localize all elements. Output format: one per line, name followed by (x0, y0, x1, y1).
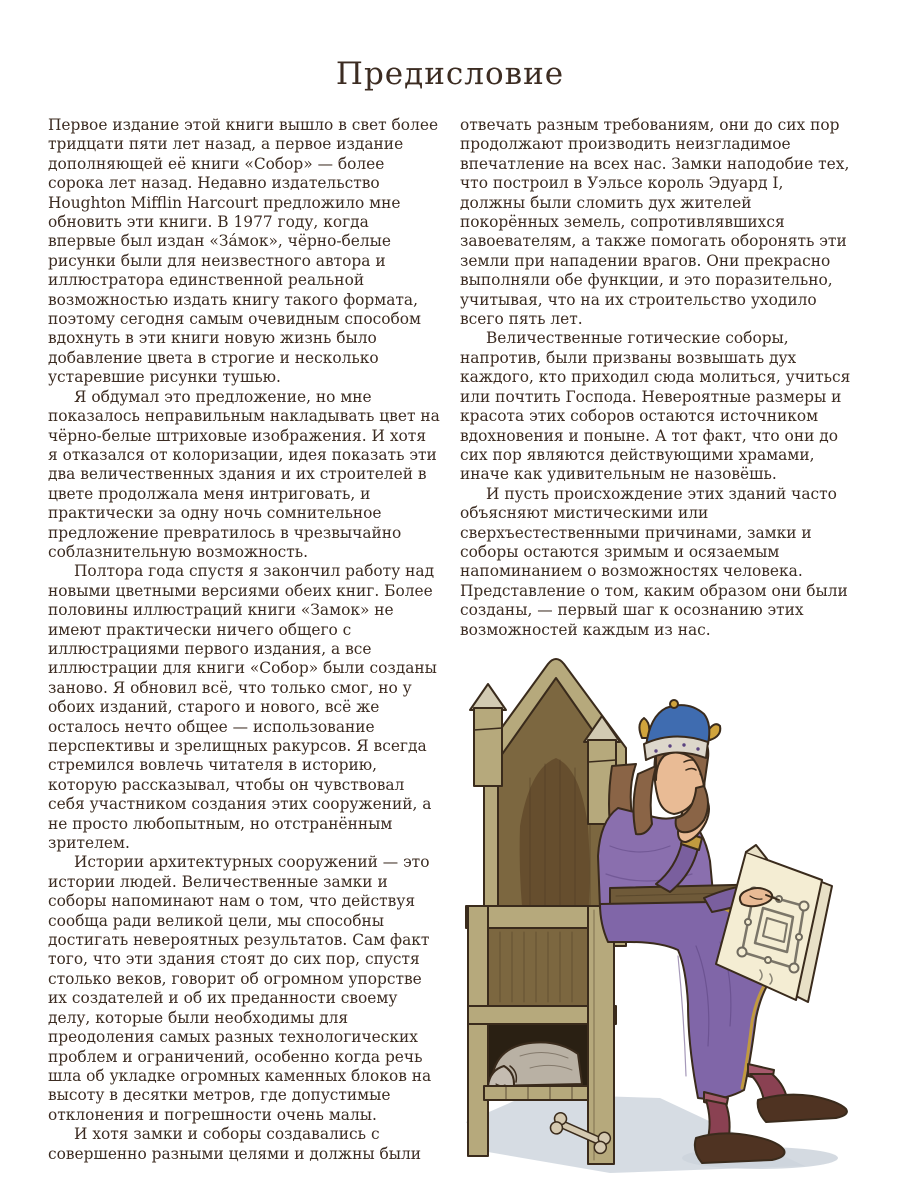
paragraph: Полтора года спустя я закончил работу над новыми цветными версиями обеих книг. Более половины иллюстраций книги «Замок» не имеют практически ничего общего с иллюстрациями первого издания, а все иллюстрации для книги «Собор» были созданы заново. Я обновил всё, что только смог, но у обоих изданий, старого и нового, всё же осталось нечто общее — использование перспективы и зрелищных ракурсов. Я всегда стремился вовлечь читателя в историю, которую рассказывал, чтобы он чувствовал себя участником создания этих сооружений, а не просто любопытным, но отстранённым зрителем. (48, 562, 437, 853)
paragraph: Истории архитектурных сооружений — это истории людей. Величественные замки и соборы напоминают нам о том, что действуя сообща ради великой цели, мы способны достигать невероятных результатов. Сам факт того, что эти здания стоят до сих пор, спустя столько веков, говорит об огромном упорстве их создателей и об их преданности своему делу, которые были необходимы для преодоления самых разных технологических проблем и ограничений, особенно когда речь шла об укладке огромных каменных блоков на высоту в десятки метров, где допустимые отклонения и погрешности очень малы. (48, 853, 432, 1124)
paragraph: Величественные готические соборы, напротив, были призваны возвышать дух каждого, кто приходил сюда молиться, учиться или почтить Господа. Невероятные размеры и красота этих соборов остаются источником вдохновения и поныне. А тот факт, что они до сих пор являются действующими храмами, иначе как удивительным не назовёшь. (460, 329, 851, 484)
paragraph: Первое издание этой книги вышло в свет более тридцати пяти лет назад, а первое издание дополняющей её книги «Собор» — более сорока лет назад. Недавно издательство Houghton Mifflin Harcourt предложило мне обновить эти книги. В 1977 году, когда впервые был издан «За́мок», чёрно-белые рисунки были для неизвестного автора и иллюстратора единственной реальной возможностью издать книгу такого формата, поэтому сегодня самым очевидным способом вдохнуть в эти книги новую жизнь было добавление цвета в строгие и несколько устаревшие рисунки тушью. (48, 116, 439, 387)
paragraph: И хотя замки и соборы создавались с совершенно разными целями и должны были (48, 1125, 422, 1163)
right-column (460, 116, 852, 1174)
paragraph: И пусть происхождение этих зданий часто объясняют мистическими или сверхъестественными причинами, замки и соборы остаются зримым и осязаемым напоминанием о возможностях человека. Представление о том, каким образом они были созданы, — первый шаг к осознанию этих возможностей каждым из нас. (460, 484, 848, 639)
paragraph: отвечать разным требованиям, они до сих пор продолжают производить неизгладимое впечатление на всех нас. Замки наподобие тех, что построил в Уэльсе король Эдуард I, должны были сломить дух жителей покорённых земель, сопротивлявшихся завоевателям, а также помогать оборонять эти земли при нападении врагов. Они прекрасно выполняли обе функции, и это поразительно, учитывая, что на их строительство уходило всего пять лет. (460, 116, 850, 329)
left-column (48, 116, 440, 1174)
king-illustration (460, 646, 850, 1174)
page-title: Предисловие (335, 56, 565, 92)
text-columns (0, 116, 900, 1174)
paragraph: Я обдумал это предложение, но мне показалось неправильным накладывать цвет на чёрно-белые штриховые изображения. И хотя я отказался от колоризации, идея показать эти два величественных здания и их строителей в цвете продолжала меня интриговать, и практически за одну ночь сомнительное предложение превратилось в чрезвычайно соблазнительную возможность. (48, 387, 440, 561)
